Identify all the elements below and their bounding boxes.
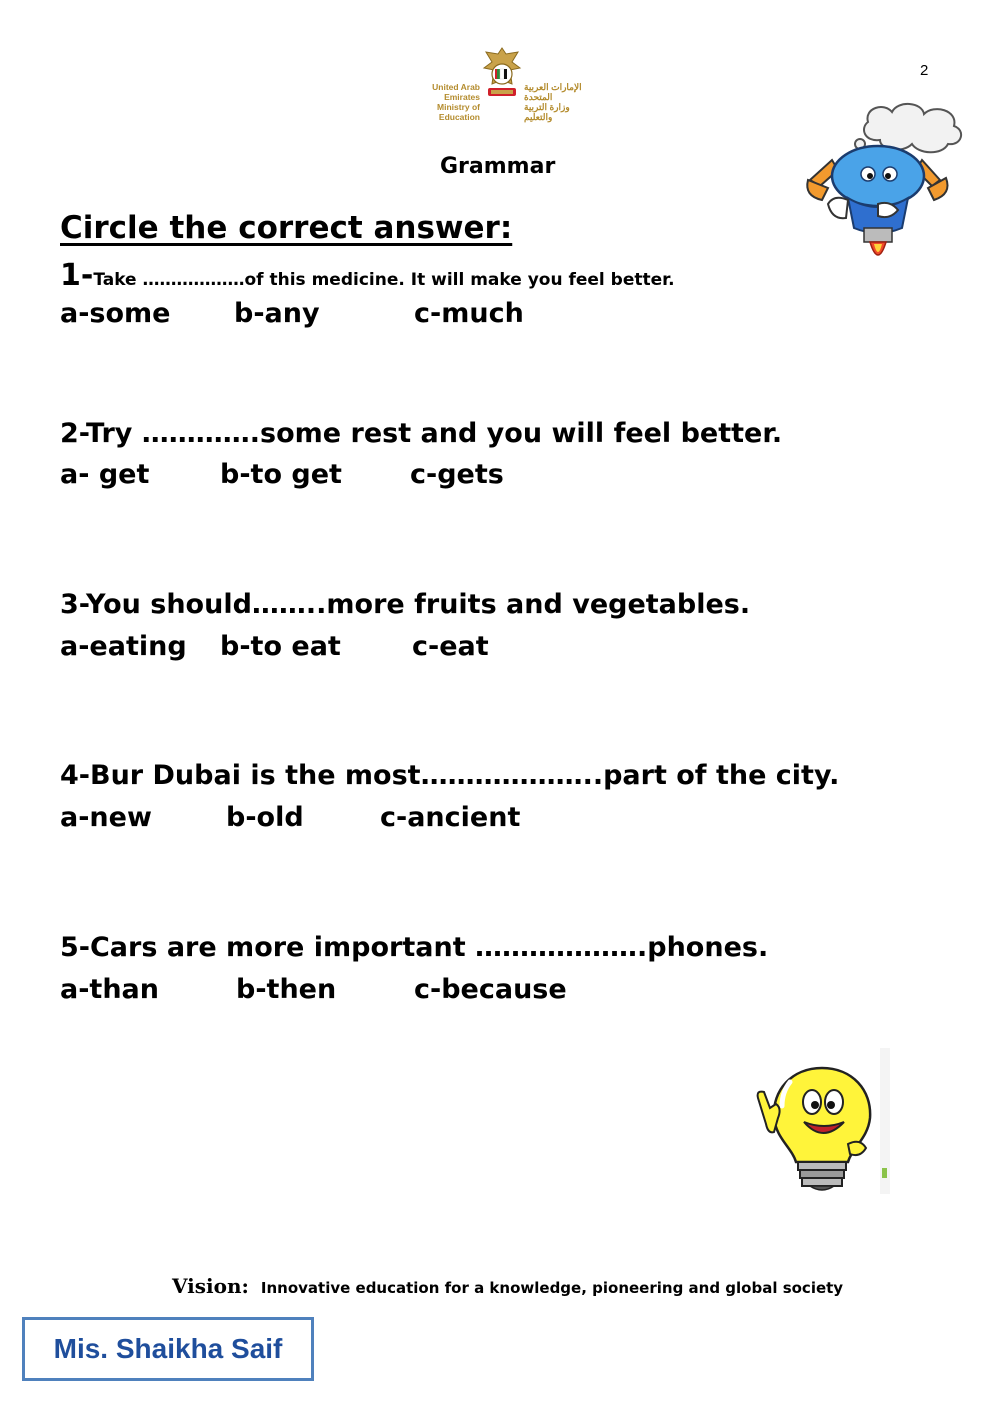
emblem-icon [482,44,522,108]
question-1 [60,258,675,293]
option-2b[interactable]: b-to get [220,459,342,490]
option-5a[interactable]: a-than [60,974,159,1005]
question-4: 4-Bur Dubai is the most………………..part of the city. [60,760,840,791]
teacher-name-box [22,1317,314,1381]
question-1-number: 1- [60,258,94,293]
option-3a[interactable]: a-eating [60,631,187,662]
vision-statement [172,1274,843,1298]
option-3b[interactable]: b-to eat [220,631,341,662]
option-2a[interactable]: a- get [60,459,150,490]
vision-label: Vision: [172,1274,249,1298]
option-5c[interactable]: c-because [414,974,567,1005]
thinking-character-icon [798,100,970,276]
section-heading: Grammar [440,154,556,179]
question-2: 2-Try ………….some rest and you will feel better. [60,418,783,449]
lightbulb-character-icon [752,1048,892,1194]
logo-english-text: United Arab Emirates Ministry of Education [432,82,480,122]
vision-text: Innovative education for a knowledge, pioneering and global society [260,1279,844,1297]
option-4a[interactable]: a-new [60,802,152,833]
option-1b[interactable]: b-any [234,298,320,329]
teacher-name: Mis. Shaikha Saif [53,1333,283,1364]
option-1c[interactable]: c-much [414,298,524,329]
question-5: 5-Cars are more important ……………….phones. [60,932,769,963]
page-number: 2 [920,62,929,79]
option-4c[interactable]: c-ancient [380,802,521,833]
instruction-heading: Circle the correct answer: [60,210,513,246]
ministry-logo [394,44,599,122]
option-1a[interactable]: a-some [60,298,171,329]
option-5b[interactable]: b-then [236,974,337,1005]
option-3c[interactable]: c-eat [412,631,489,662]
option-4b[interactable]: b-old [226,802,304,833]
logo-arabic-text: الإمارات العربية المتحدة وزارة التربية والتعليم [524,82,582,122]
question-1-text: Take ………………of this medicine. It will make you feel better. [93,270,675,290]
option-2c[interactable]: c-gets [410,459,504,490]
question-3: 3-You should……..more fruits and vegetables. [60,589,751,620]
